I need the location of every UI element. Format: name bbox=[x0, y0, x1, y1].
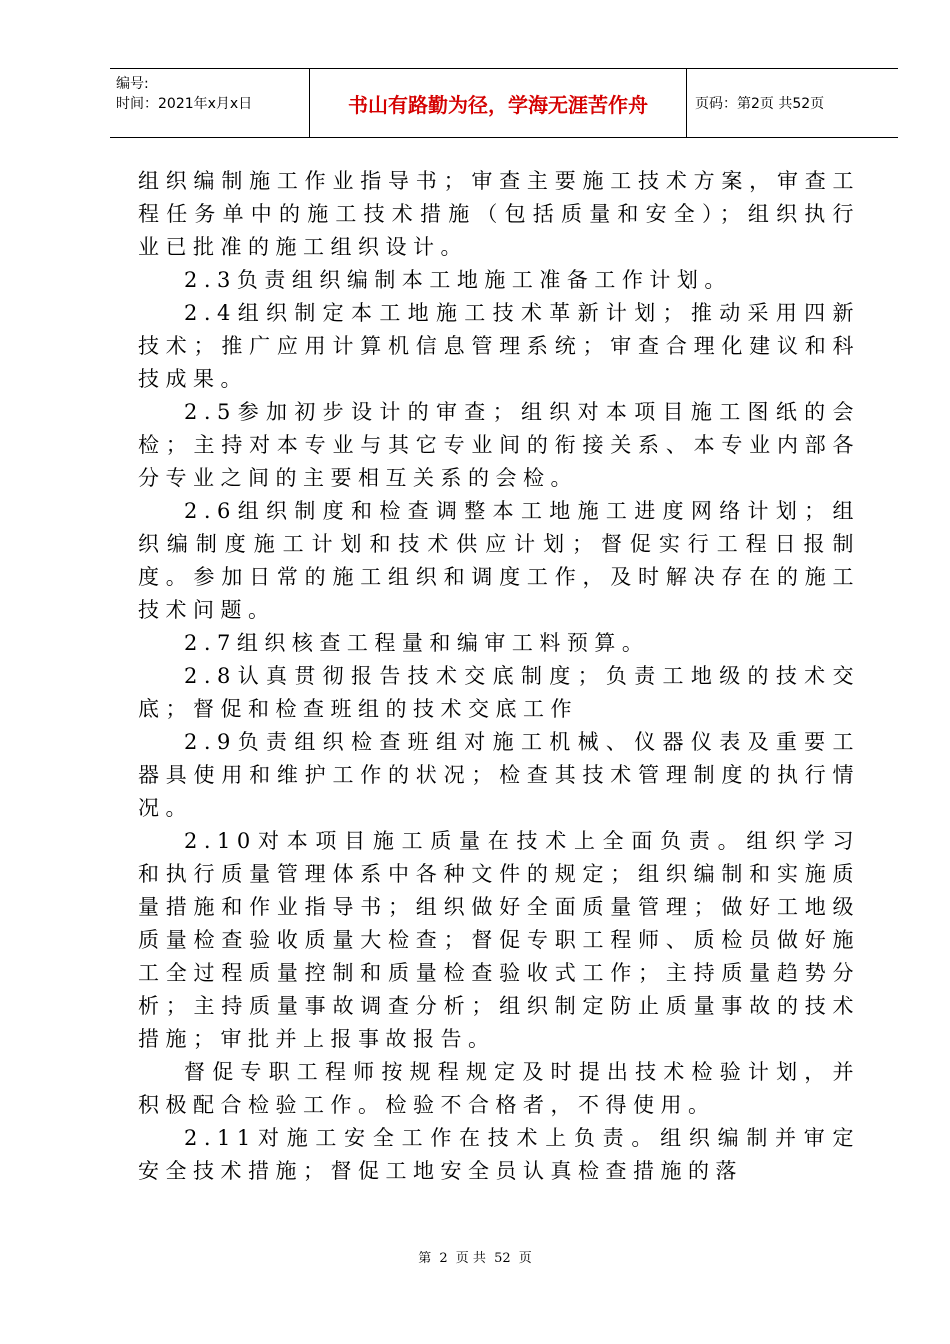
body-paragraph: 2.11对施工安全工作在技术上负责。组织编制并审定安全技术措施；督促工地安全员认真检查措施的落 bbox=[138, 1126, 860, 1183]
body-paragraph: 组织编制施工作业指导书；审查主要施工技术方案，审查工程任务单中的施工技术措施（包括质量和安全）；组织执行业已批准的施工组织设计。 bbox=[138, 169, 860, 259]
document-number-label: 编号: bbox=[116, 76, 149, 92]
header-motto: 书山有路勤为径，学海无涯苦作舟 bbox=[310, 69, 687, 137]
body-paragraph: 2.4组织制定本工地施工技术革新计划；推动采用四新技术；推广应用计算机信息管理系统；审查合理化建议和科技成果。 bbox=[138, 301, 860, 391]
footer-suffix: 页 bbox=[518, 1251, 532, 1266]
body-paragraph: 督促专职工程师按规程规定及时提出技术检验计划，并积极配合检验工作。检验不合格者，不得使用。 bbox=[138, 1060, 860, 1117]
footer-mid: 页 共 bbox=[455, 1251, 486, 1266]
footer-page-number: 2 bbox=[439, 1251, 448, 1266]
header-meta bbox=[110, 69, 310, 137]
page-header bbox=[110, 68, 898, 138]
footer-total-pages: 52 bbox=[494, 1251, 511, 1266]
body-paragraph: 2.9负责组织检查班组对施工机械、仪器仪表及重要工器具使用和维护工作的状况；检查其技术管理制度的执行情况。 bbox=[138, 730, 860, 820]
body-paragraph: 2.7组织核查工程量和编审工料预算。 bbox=[184, 631, 650, 655]
body-paragraph: 2.5参加初步设计的审查；组织对本项目施工图纸的会检；主持对本专业与其它专业间的衔接关系、本专业内部各分专业之间的主要相互关系的会检。 bbox=[138, 400, 860, 490]
body-paragraph: 2.3负责组织编制本工地施工准备工作计划。 bbox=[184, 268, 732, 292]
document-time: 时间：2021年x月x日 bbox=[116, 96, 253, 112]
page-footer bbox=[0, 1247, 950, 1266]
document-body bbox=[138, 165, 860, 1188]
body-paragraph: 2.6组织制度和检查调整本工地施工进度网络计划；组织编制度施工计划和技术供应计划；督促实行工程日报制度。参加日常的施工组织和调度工作，及时解决存在的施工技术问题。 bbox=[138, 499, 860, 622]
body-paragraph: 2.10对本项目施工质量在技术上全面负责。组织学习和执行质量管理体系中各种文件的规定；组织编制和实施质量措施和作业指导书；组织做好全面质量管理；做好工地级质量检查验收质量大检查；督促专职工程师、质检员做好施工全过程质量控制和质量检查验收式工作；主持质量趋势分析；主持质量事故调查分析；组织制定防止质量事故的技术措施；审批并上报事故报告。 bbox=[138, 829, 860, 1051]
header-page-info: 页码：第2页 共52页 bbox=[695, 96, 825, 112]
footer-prefix: 第 bbox=[418, 1251, 432, 1266]
body-paragraph: 2.8认真贯彻报告技术交底制度；负责工地级的技术交底；督促和检查班组的技术交底工作 bbox=[138, 664, 860, 721]
